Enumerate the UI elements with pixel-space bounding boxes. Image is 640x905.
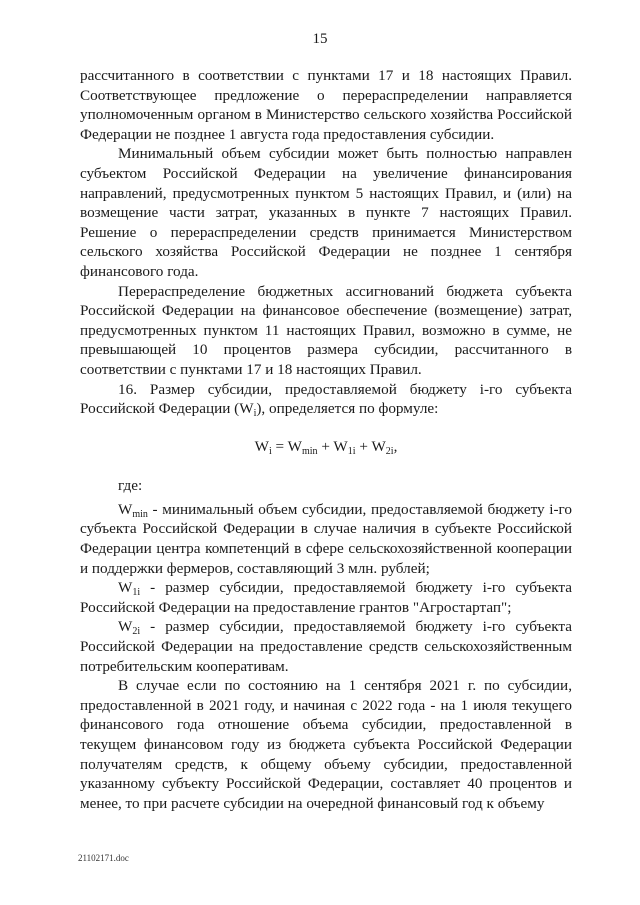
- file-name-footer: 21102171.doc: [78, 853, 129, 863]
- where-label: где:: [118, 477, 143, 495]
- definition-w1i: $W_{1i}$ - размер субсидии, предоставляемой бюджету i-го субъекта Российской Федерации на предоставление грантов "Агростартап";: [80, 579, 572, 616]
- paragraph-continued: рассчитанного в соответствии с пунктами 17 и 18 настоящих Правил. Соответствующее предложение о перераспределении направляется уполномоченным органом в Министерство сельского хозяйства Российской Федерации не позднее 1 августа года предоставления субсидии.: [80, 67, 572, 143]
- document-body: [80, 66, 572, 813]
- definition-w2i: $W_{2i}$ - размер субсидии, предоставляемой бюджету i-го субъекта Российской Федерации на предоставление средств сельскохозяйственным потребительским кооперативам.: [80, 618, 572, 675]
- definition-wmin: $W_{min}$ - минимальный объем субсидии, предоставляемой бюджету i-го субъекта Российской Федерации в случае наличия в субъекте Российской Федерации центра компетенций в сфере сельскохозяйственной кооперации и поддержки фермеров, составляющий 3 млн. рублей;: [80, 500, 572, 577]
- page-number: 15: [312, 31, 328, 47]
- paragraph-min-volume: Минимальный объем субсидии может быть полностью направлен субъектом Российской Федерации на увеличение финансирования направлений, предусмотренных пунктом 5 настоящих Правил, и (или) на возмещение части затрат, указанных в пункте 7 настоящих Правил. Решение о перераспределении средств принимается Министерством сельского хозяйства Российской Федерации не позднее 1 сентября финансового года.: [80, 145, 572, 280]
- formula: $W_i = W_{min} + W_{1i} + W_{2i}$,: [254, 437, 398, 457]
- paragraph-conditions: В случае если по состоянию на 1 сентября 2021 г. по субсидии, предоставленной в 2021 году, и начиная с 2022 года - на 1 июля текущего финансового года отношение объема субсидии, предоставленной в текущем финансовом году из бюджета субъекта Российской Федерации получателям средств, к общему объему субсидии, предоставленной указанному субъекту Российской Федерации, составляет 40 процентов и менее, то при расчете субсидии на очередной финансовый год к объему: [80, 677, 572, 812]
- paragraph-redistribution: Перераспределение бюджетных ассигнований бюджета субъекта Российской Федерации на финансовое обеспечение (возмещение) затрат, предусмотренных пунктом 11 настоящих Правил, возможно в сумме, не превышающей 10 процентов размера субсидии, рассчитанного в соответствии с пунктами 17 и 18 настоящих Правил.: [80, 282, 572, 378]
- paragraph-item-16: 16. Размер субсидии, предоставляемой бюджету i-го субъекта Российской Федерации $(W_i)$, определяется по формуле:: [80, 380, 572, 420]
